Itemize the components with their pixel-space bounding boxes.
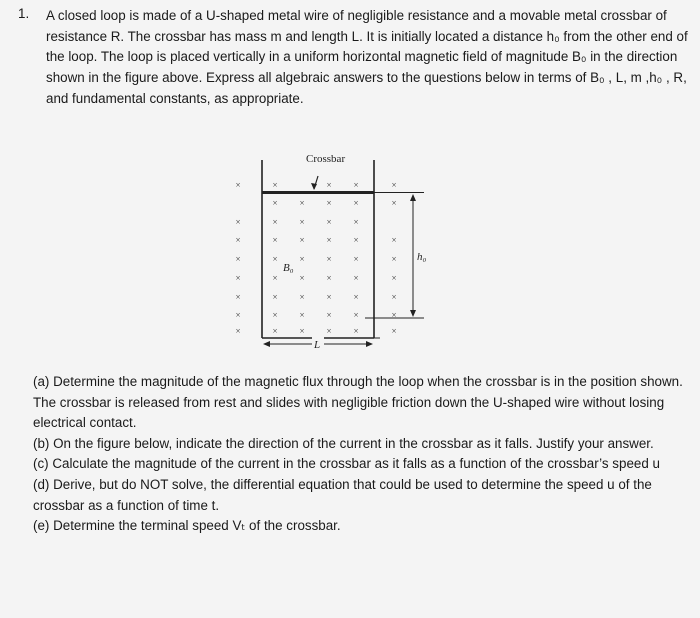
- field-x-mark: ×: [353, 254, 359, 264]
- field-x-mark: ×: [326, 326, 332, 336]
- field-x-mark: ×: [272, 217, 278, 227]
- field-x-mark: ×: [235, 235, 241, 245]
- field-x-mark: ×: [391, 180, 397, 190]
- field-x-mark: ×: [353, 198, 359, 208]
- field-x-mark: ×: [391, 273, 397, 283]
- problem-number: 1.: [18, 6, 30, 21]
- field-x-mark: ×: [326, 180, 332, 190]
- length-arrow-right: [366, 341, 373, 347]
- field-x-mark: ×: [299, 254, 305, 264]
- field-x-mark: ×: [353, 235, 359, 245]
- field-x-mark: ×: [326, 273, 332, 283]
- field-marks: [235, 180, 396, 336]
- field-x-mark: ×: [272, 310, 278, 320]
- field-x-mark: ×: [326, 292, 332, 302]
- field-x-mark: ×: [299, 326, 305, 336]
- crossbar-pointer-head: [311, 183, 317, 190]
- field-x-mark: ×: [235, 292, 241, 302]
- field-x-mark: ×: [326, 198, 332, 208]
- loop-figure-svg: [222, 148, 462, 358]
- field-x-mark: ×: [299, 310, 305, 320]
- field-x-mark: ×: [391, 198, 397, 208]
- loop-figure: [222, 148, 462, 358]
- field-x-mark: ×: [235, 254, 241, 264]
- field-x-mark: ×: [272, 180, 278, 190]
- field-x-mark: ×: [391, 235, 397, 245]
- question-b: (b) On the figure below, indicate the direction of the current in the crossbar as it falls. Justify your answer.: [33, 435, 654, 451]
- field-x-mark: ×: [235, 217, 241, 227]
- field-x-mark: ×: [353, 292, 359, 302]
- length-arrow-left: [263, 341, 270, 347]
- question-d: (d) Derive, but do NOT solve, the differential equation that could be used to determine the speed u of the crossbar as a function of time t.: [33, 476, 652, 513]
- field-x-mark: ×: [353, 180, 359, 190]
- questions: [33, 372, 693, 537]
- field-x-mark: ×: [299, 217, 305, 227]
- field-x-mark: ×: [326, 310, 332, 320]
- question-c: (c) Calculate the magnitude of the current in the crossbar as it falls as a function of the crossbar’s speed u: [33, 456, 660, 472]
- field-x-mark: ×: [353, 273, 359, 283]
- length-label: L: [314, 339, 321, 351]
- field-x-mark: ×: [272, 292, 278, 302]
- field-label: B₀: [283, 262, 294, 274]
- field-x-mark: ×: [272, 326, 278, 336]
- field-x-mark: ×: [235, 310, 241, 320]
- question-e: (e) Determine the terminal speed Vₜ of the crossbar.: [33, 518, 341, 534]
- question-a: (a) Determine the magnitude of the magnetic flux through the loop when the crossbar is in the position shown.: [33, 374, 683, 389]
- height-label: h₀: [417, 251, 427, 263]
- field-x-mark: ×: [299, 273, 305, 283]
- field-x-mark: ×: [353, 326, 359, 336]
- field-x-mark: ×: [272, 254, 278, 264]
- field-x-mark: ×: [353, 217, 359, 227]
- problem-intro: A closed loop is made of a U-shaped metal wire of negligible resistance and a movable metal crossbar of resistance R. The crossbar has mass m and length L. It is initially located a distance h₀ from the other end of the loop. The loop is placed vertically in a uniform horizontal magnetic field of magnitude B₀ in the direction shown in the figure above. Express all algebraic answers to the questions below in terms of B₀ , L, m ,h₀ , R, and fundamental constants, as appropriate.: [46, 8, 688, 106]
- crossbar: [262, 191, 374, 194]
- field-x-mark: ×: [326, 235, 332, 245]
- field-x-mark: ×: [235, 326, 241, 336]
- field-x-mark: ×: [326, 254, 332, 264]
- field-x-mark: ×: [326, 217, 332, 227]
- crossbar-label: Crossbar: [306, 153, 346, 165]
- field-x-mark: ×: [272, 235, 278, 245]
- field-x-mark: ×: [272, 273, 278, 283]
- release-statement: The crossbar is released from rest and slides with negligible friction down the U-shaped wire without losing electrical contact.: [33, 394, 665, 431]
- field-x-mark: ×: [272, 198, 278, 208]
- height-arrow-top: [410, 194, 416, 201]
- field-x-mark: ×: [391, 310, 397, 320]
- field-x-mark: ×: [299, 292, 305, 302]
- field-x-mark: ×: [235, 273, 241, 283]
- height-arrow-bottom: [410, 310, 416, 317]
- field-x-mark: ×: [353, 310, 359, 320]
- field-x-mark: ×: [391, 326, 397, 336]
- field-x-mark: ×: [235, 180, 241, 190]
- field-x-mark: ×: [299, 235, 305, 245]
- field-x-mark: ×: [391, 292, 397, 302]
- field-x-mark: ×: [391, 254, 397, 264]
- field-x-mark: ×: [299, 198, 305, 208]
